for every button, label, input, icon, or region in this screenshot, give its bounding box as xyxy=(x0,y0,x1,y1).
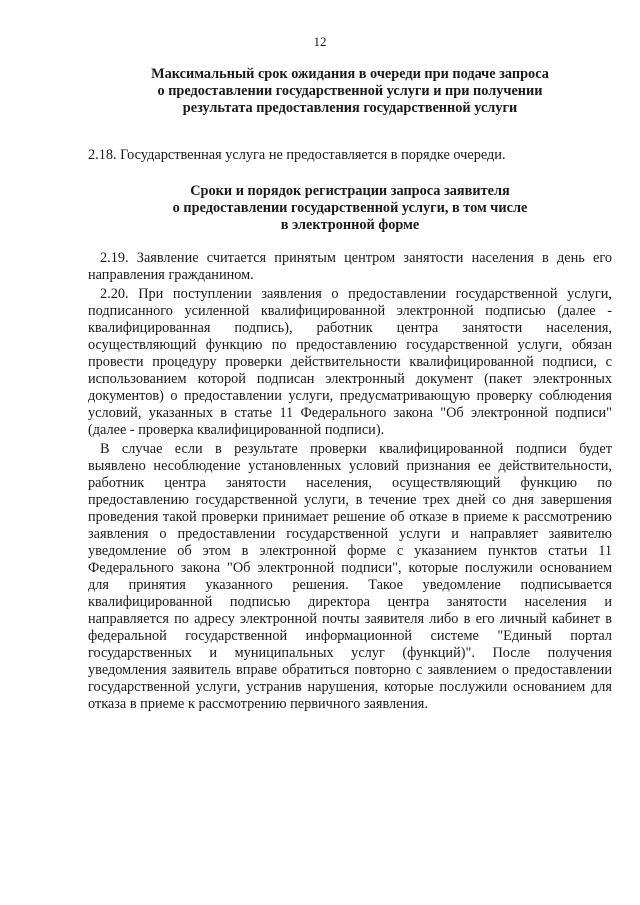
text-line: уведомление об этом в электронной форме с указанием пунктов статьи 11 xyxy=(88,543,612,559)
text-line: уведомления заявитель вправе обратиться повторно с заявлением о предоставлении xyxy=(88,662,612,678)
text-line: (далее - проверка квалифицированной подписи). xyxy=(88,422,385,438)
paragraph-2-19 xyxy=(88,250,612,284)
text-line: предоставлению государственной услуги, в течение трех дней со дня завершения xyxy=(88,492,612,508)
text-line: 2.18. Государственная услуга не предоставляется в порядке очереди. xyxy=(88,147,506,163)
text-line: государственных и муниципальных услуг (функций)". После получения xyxy=(88,645,612,661)
section-heading-registration-terms xyxy=(88,183,612,234)
page-number: 12 xyxy=(313,34,327,49)
paragraph-2-18 xyxy=(88,147,612,164)
heading-line: результата предоставления государственной услуги xyxy=(182,100,518,116)
heading-line: Максимальный срок ожидания в очереди при подаче запроса xyxy=(151,66,549,82)
text-line: проведения такой проверки принимает решение об отказе в приеме к рассмотрению xyxy=(88,509,612,525)
text-line: квалифицированная подпись), работник центра занятости населения, xyxy=(88,320,612,336)
text-line: условий, указанных в статье 11 Федерального закона "Об электронной подписи" xyxy=(88,405,612,421)
text-line: 2.20. При поступлении заявления о предоставлении государственной услуги, xyxy=(100,286,612,302)
text-line: осуществляющий функцию по предоставлению государственной услуги, обязан xyxy=(88,337,612,353)
text-line: 2.19. Заявление считается принятым центром занятости населения в день его xyxy=(100,250,612,266)
heading-line: о предоставлении государственной услуги и при получении xyxy=(157,83,543,99)
text-line: квалифицированной подписью директора центра занятости населения и xyxy=(88,594,612,610)
heading-line: о предоставлении государственной услуги, в том числе xyxy=(172,200,528,216)
text-line: направляется по адресу электронной почты заявителя либо в его личный кабинет в xyxy=(88,611,612,627)
text-line: подписанного усиленной квалифицированной электронной подписью (далее - xyxy=(88,303,612,319)
text-line: федеральной государственной информационной системе "Единый портал xyxy=(88,628,612,644)
text-line: заявления о предоставлении государственной услуги и направляет заявителю xyxy=(88,526,612,542)
text-line: использованием которой подписан электронный документ (пакет электронных xyxy=(88,371,612,387)
paragraph-2-20 xyxy=(88,286,612,439)
text-line: В случае если в результате проверки квалифицированной подписи будет xyxy=(100,441,612,457)
text-line: государственной услуги, устранив нарушения, которые послужили основанием для xyxy=(88,679,612,695)
heading-line: Сроки и порядок регистрации запроса заявителя xyxy=(190,183,510,199)
section-heading-queue-waiting-time xyxy=(88,66,612,117)
text-line: направления гражданином. xyxy=(88,267,254,283)
paragraph-signature-check-failure xyxy=(88,441,612,713)
text-line: работник центра занятости населения, осуществляющий функцию по xyxy=(88,475,612,491)
heading-line: в электронной форме xyxy=(280,217,420,233)
text-line: Федерального закона "Об электронной подписи", которые послужили основанием xyxy=(88,560,612,576)
text-line: документов) о предоставлении услуги, предусматривающую проверку соблюдения xyxy=(88,388,612,404)
text-line: выявлено несоблюдение установленных условий признания ее действительности, xyxy=(88,458,612,474)
text-line: отказа в приеме к рассмотрению первичного заявления. xyxy=(88,696,428,712)
text-line: для принятия указанного решения. Такое уведомление подписывается xyxy=(88,577,612,593)
text-line: провести процедуру проверки действительности квалифицированной подписи, с xyxy=(88,354,612,370)
